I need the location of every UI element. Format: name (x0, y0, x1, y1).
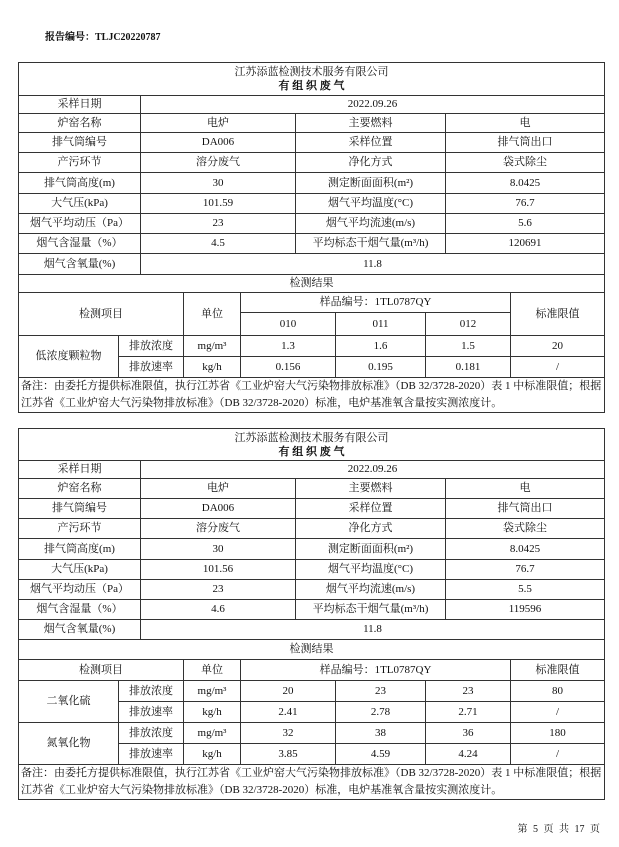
moisture-content-value: 4.6 (141, 600, 296, 620)
atmospheric-pressure-value: 101.59 (141, 194, 296, 214)
pollution-stage-label: 产污环节 (19, 519, 141, 539)
dynamic-pressure-value: 23 (141, 214, 296, 234)
pollution-stage-label: 产污环节 (19, 153, 141, 173)
sampling-date-value: 2022.09.26 (141, 461, 605, 479)
stack-id-label: 排气筒编号 (19, 499, 141, 519)
measure-limit: 20 (511, 336, 605, 357)
flue-gas-velocity-label: 烟气平均流速(m/s) (296, 214, 446, 234)
measure-value: 32 (241, 723, 336, 744)
moisture-content-value: 4.5 (141, 234, 296, 254)
measure-limit: / (511, 744, 605, 765)
section-area-label: 测定断面面积(m²) (296, 539, 446, 560)
measure-value: 2.71 (426, 702, 511, 723)
main-fuel-value: 电 (446, 479, 605, 499)
moisture-content-label: 烟气含湿量（%） (19, 600, 141, 620)
sampling-date-value: 2022.09.26 (141, 96, 605, 114)
purification-method-value: 袋式除尘 (446, 519, 605, 539)
dynamic-pressure-value: 23 (141, 580, 296, 600)
kiln-name-value: 电炉 (141, 114, 296, 133)
stack-id-value: DA006 (141, 133, 296, 153)
stack-height-value: 30 (141, 539, 296, 560)
dry-gas-flow-value: 119596 (446, 600, 605, 620)
sampling-location-value: 排气筒出口 (446, 499, 605, 519)
report-number: 报告编号：TLJC20220787 (45, 32, 161, 43)
flue-gas-velocity-value: 5.6 (446, 214, 605, 234)
measure-limit: / (511, 702, 605, 723)
measure-value: 38 (336, 723, 426, 744)
stack-id-value: DA006 (141, 499, 296, 519)
measure-unit: mg/m³ (184, 336, 241, 357)
measure-value: 0.181 (426, 357, 511, 378)
header-test-item: 检测项目 (19, 293, 184, 336)
dry-gas-flow-value: 120691 (446, 234, 605, 254)
sampling-location-value: 排气筒出口 (446, 133, 605, 153)
measure-value: 1.3 (241, 336, 336, 357)
purification-method-value: 袋式除尘 (446, 153, 605, 173)
flue-gas-velocity-label: 烟气平均流速(m/s) (296, 580, 446, 600)
table-header (19, 429, 605, 461)
header-unit: 单位 (184, 293, 241, 336)
measure-unit: kg/h (184, 702, 241, 723)
measure-value: 2.41 (241, 702, 336, 723)
measure-limit: 180 (511, 723, 605, 744)
measure-type: 排放浓度 (119, 681, 184, 702)
oxygen-content-value: 11.8 (141, 620, 605, 640)
header-sample-number: 样品编号：1TL0787QY (241, 660, 511, 681)
sample-id: 010 (241, 313, 336, 336)
remark: 备注：由委托方提供标准限值，执行江苏省《工业炉窑大气污染物排放标准》（DB 32/3728-2020）表 1 中标准限值；根据江苏省《工业炉窑大气污染物排放标准》（DB 32/3728-2020）标准，电炉基准氧含量按实测浓度计。 (19, 378, 605, 413)
flue-gas-temperature-value: 76.7 (446, 560, 605, 580)
results-title: 检测结果 (19, 275, 605, 293)
dry-gas-flow-label: 平均标态干烟气量(m³/h) (296, 600, 446, 620)
exhaust-table-2 (18, 428, 605, 800)
measure-unit: mg/m³ (184, 723, 241, 744)
exhaust-table-1 (18, 62, 605, 413)
measure-value: 4.59 (336, 744, 426, 765)
measure-type: 排放速率 (119, 744, 184, 765)
stack-id-label: 排气筒编号 (19, 133, 141, 153)
oxygen-content-label: 烟气含氧量(%) (19, 620, 141, 640)
moisture-content-label: 烟气含湿量（%） (19, 234, 141, 254)
measure-value: 23 (336, 681, 426, 702)
measure-type: 排放速率 (119, 702, 184, 723)
header-sample-number: 样品编号：1TL0787QY (241, 293, 511, 313)
atmospheric-pressure-label: 大气压(kPa) (19, 560, 141, 580)
sampling-location-label: 采样位置 (296, 499, 446, 519)
flue-gas-temperature-label: 烟气平均温度(°C) (296, 194, 446, 214)
page-number: 第 5 页 共 17 页 (517, 824, 600, 835)
main-fuel-label: 主要燃料 (296, 479, 446, 499)
pollutant-name: 低浓度颗粒物 (19, 336, 119, 378)
dynamic-pressure-label: 烟气平均动压（Pa） (19, 214, 141, 234)
section-area-label: 测定断面面积(m²) (296, 173, 446, 194)
kiln-name-label: 炉窑名称 (19, 114, 141, 133)
measure-value: 36 (426, 723, 511, 744)
flue-gas-temperature-label: 烟气平均温度(°C) (296, 560, 446, 580)
measure-value: 2.78 (336, 702, 426, 723)
measure-type: 排放速率 (119, 357, 184, 378)
pollution-stage-value: 溶分废气 (141, 153, 296, 173)
measure-type: 排放浓度 (119, 723, 184, 744)
header-unit: 单位 (184, 660, 241, 681)
company-name: 江苏添蓝检测技术服务有限公司 (234, 66, 389, 78)
dry-gas-flow-label: 平均标态干烟气量(m³/h) (296, 234, 446, 254)
measure-unit: kg/h (184, 357, 241, 378)
main-fuel-label: 主要燃料 (296, 114, 446, 133)
kiln-name-label: 炉窑名称 (19, 479, 141, 499)
header-standard-limit: 标准限值 (511, 660, 605, 681)
sample-id: 012 (426, 313, 511, 336)
section-area-value: 8.0425 (446, 539, 605, 560)
header-standard-limit: 标准限值 (511, 293, 605, 336)
sampling-date-label: 采样日期 (19, 461, 141, 479)
table-title: 有 组 织 废 气 (278, 445, 345, 458)
purification-method-label: 净化方式 (296, 519, 446, 539)
pollutant-name: 氮氧化物 (19, 723, 119, 765)
purification-method-label: 净化方式 (296, 153, 446, 173)
measure-unit: kg/h (184, 744, 241, 765)
kiln-name-value: 电炉 (141, 479, 296, 499)
measure-value: 23 (426, 681, 511, 702)
dynamic-pressure-label: 烟气平均动压（Pa） (19, 580, 141, 600)
company-name: 江苏添蓝检测技术服务有限公司 (234, 431, 389, 444)
table-header (19, 63, 605, 96)
atmospheric-pressure-value: 101.56 (141, 560, 296, 580)
sampling-date-label: 采样日期 (19, 96, 141, 114)
measure-value: 0.195 (336, 357, 426, 378)
flue-gas-velocity-value: 5.5 (446, 580, 605, 600)
measure-value: 0.156 (241, 357, 336, 378)
section-area-value: 8.0425 (446, 173, 605, 194)
pollution-stage-value: 溶分废气 (141, 519, 296, 539)
measure-value: 3.85 (241, 744, 336, 765)
measure-value: 1.5 (426, 336, 511, 357)
atmospheric-pressure-label: 大气压(kPa) (19, 194, 141, 214)
stack-height-label: 排气筒高度(m) (19, 173, 141, 194)
measure-value: 1.6 (336, 336, 426, 357)
remark: 备注：由委托方提供标准限值，执行江苏省《工业炉窑大气污染物排放标准》（DB 32/3728-2020）表 1 中标准限值；根据江苏省《工业炉窑大气污染物排放标准》（DB 32/3728-2020）标准，电炉基准氧含量按实测浓度计。 (19, 765, 605, 800)
sampling-location-label: 采样位置 (296, 133, 446, 153)
measure-value: 4.24 (426, 744, 511, 765)
results-title: 检测结果 (19, 640, 605, 660)
measure-type: 排放浓度 (119, 336, 184, 357)
pollutant-name: 二氧化硫 (19, 681, 119, 723)
table-title: 有 组 织 废 气 (278, 80, 345, 92)
oxygen-content-label: 烟气含氧量(%) (19, 254, 141, 275)
oxygen-content-value: 11.8 (141, 254, 605, 275)
measure-value: 20 (241, 681, 336, 702)
sample-id: 011 (336, 313, 426, 336)
header-test-item: 检测项目 (19, 660, 184, 681)
stack-height-label: 排气筒高度(m) (19, 539, 141, 560)
main-fuel-value: 电 (446, 114, 605, 133)
measure-unit: mg/m³ (184, 681, 241, 702)
stack-height-value: 30 (141, 173, 296, 194)
measure-limit: / (511, 357, 605, 378)
measure-limit: 80 (511, 681, 605, 702)
flue-gas-temperature-value: 76.7 (446, 194, 605, 214)
